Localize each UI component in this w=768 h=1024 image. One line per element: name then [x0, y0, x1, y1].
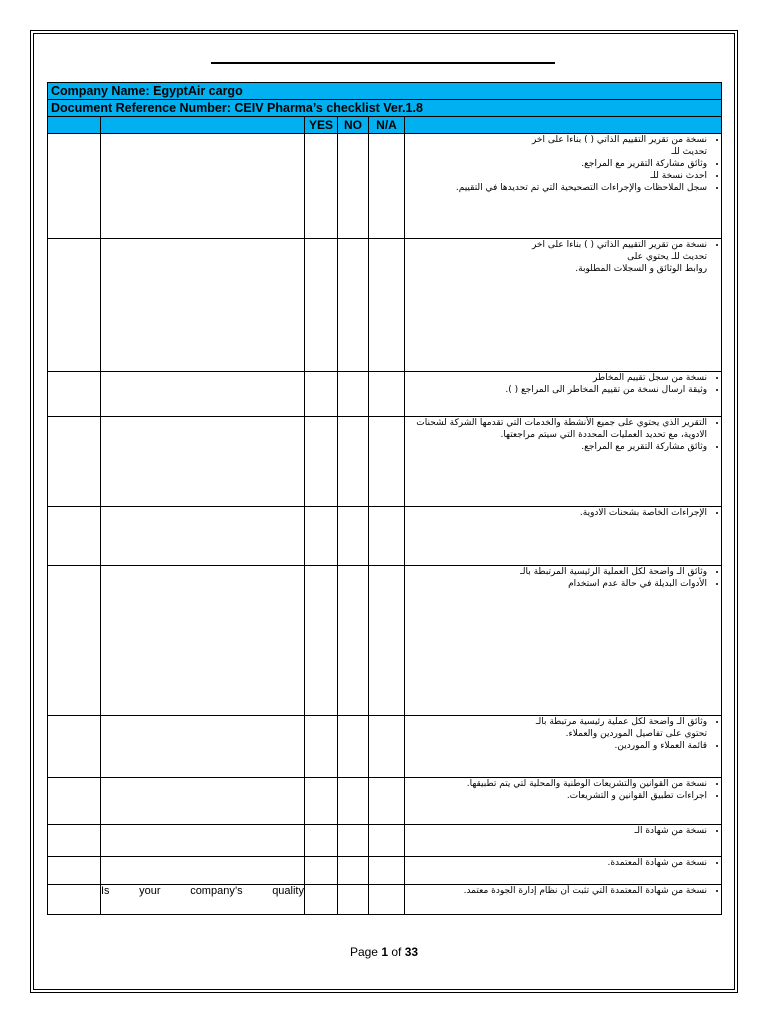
ref-cell	[48, 372, 101, 417]
evidence-continuation: تحديث للـ يحتوي على	[627, 252, 708, 262]
col-na-header: N/A	[369, 117, 405, 134]
evidence-cell	[405, 825, 722, 857]
no-cell	[338, 372, 369, 417]
question-cell: Is your company’s quality	[101, 885, 305, 915]
no-cell	[338, 716, 369, 778]
evidence-cell	[405, 507, 722, 566]
no-cell	[338, 507, 369, 566]
evidence-item: • اجراءات تطبيق القوانين و التشريعات.	[405, 790, 707, 802]
footer-page-total: 33	[404, 945, 419, 959]
evidence-item: • التقرير الذي يحتوي على جميع الأنشطة والخدمات التي تقدمها الشركة لشحنات الادوية، مع تحديد العمليات المحددة التي سيتم مراجعتها.	[405, 417, 707, 441]
question-cell	[101, 239, 305, 372]
ref-cell	[48, 566, 101, 716]
ref-cell	[48, 857, 101, 885]
evidence-item: • نسخة من شهادة المعتمدة التي تثبت أن نظام إدارة الجودة معتمد.	[405, 885, 707, 897]
question-cell	[101, 825, 305, 857]
no-cell	[338, 239, 369, 372]
question-cell	[101, 778, 305, 825]
evidence-continuation: روابط الوثائق و السجلات المطلوبة.	[575, 264, 708, 274]
evidence-cell	[405, 716, 722, 778]
evidence-list	[405, 507, 721, 519]
evidence-cell	[405, 372, 722, 417]
evidence-list	[405, 566, 721, 590]
col-yes-header: YES	[305, 117, 338, 134]
col-ref-header	[48, 117, 101, 134]
ref-cell	[48, 825, 101, 857]
footer-page-number: 1	[381, 945, 388, 959]
evidence-cell	[405, 239, 722, 372]
footer-page-label: Page	[349, 945, 378, 959]
checklist-row	[48, 134, 722, 239]
evidence-item: • احدث نسخة للـ	[405, 170, 707, 182]
na-cell	[369, 857, 405, 885]
footer-of-label: of	[391, 945, 402, 959]
na-cell	[369, 417, 405, 507]
question-cell	[101, 372, 305, 417]
ref-cell	[48, 885, 101, 915]
evidence-item: • نسخة من تقرير التقييم الذاتي ( ) بناءا على اخر تحديث للـ يحتوي على روابط الوثائق و السجلات المطلوبة.	[405, 239, 707, 275]
na-cell	[369, 566, 405, 716]
evidence-item: • نسخة من القوانين والتشريعات الوطنية والمحلية لتي يتم تطبيقها.	[405, 778, 707, 790]
evidence-list	[405, 885, 721, 897]
checklist-row	[48, 239, 722, 372]
title-rule	[211, 62, 555, 64]
evidence-list	[405, 716, 721, 752]
yes-cell	[305, 885, 338, 915]
question-cell	[101, 566, 305, 716]
evidence-item: • نسخة من سجل تقييم المخاطر	[405, 372, 707, 384]
checklist-row	[48, 566, 722, 716]
yes-cell	[305, 716, 338, 778]
evidence-item: • وثائق الـ واضحة لكل العملية الرئيسية المرتبطة بالـ	[405, 566, 707, 578]
company-name: Company Name: EgyptAir cargo	[48, 83, 722, 100]
no-cell	[338, 778, 369, 825]
na-cell	[369, 716, 405, 778]
evidence-cell	[405, 885, 722, 915]
yes-cell	[305, 134, 338, 239]
evidence-cell	[405, 857, 722, 885]
na-cell	[369, 372, 405, 417]
evidence-list	[405, 372, 721, 396]
evidence-item: • قائمة العملاء و الموردين.	[405, 740, 707, 752]
checklist-row	[48, 716, 722, 778]
yes-cell	[305, 507, 338, 566]
evidence-list	[405, 239, 721, 275]
ref-cell	[48, 778, 101, 825]
na-cell	[369, 134, 405, 239]
evidence-continuation: تحتوي على تفاصيل الموردين والعملاء.	[565, 729, 708, 739]
checklist-row	[48, 417, 722, 507]
evidence-list	[405, 778, 721, 802]
ref-cell	[48, 507, 101, 566]
no-cell	[338, 885, 369, 915]
question-cell	[101, 417, 305, 507]
evidence-item: • الإجراءات الخاصة بشحنات الادوية.	[405, 507, 707, 519]
ref-cell	[48, 716, 101, 778]
question-cell	[101, 857, 305, 885]
na-cell	[369, 507, 405, 566]
evidence-list	[405, 134, 721, 194]
col-evidence-header	[405, 117, 722, 134]
yes-cell	[305, 417, 338, 507]
yes-cell	[305, 825, 338, 857]
evidence-list	[405, 417, 721, 453]
na-cell	[369, 239, 405, 372]
page-footer	[0, 945, 768, 959]
yes-cell	[305, 566, 338, 716]
document-reference: Document Reference Number: CEIV Pharma’s checklist Ver.1.8	[48, 100, 722, 117]
col-no-header: NO	[338, 117, 369, 134]
evidence-item: • الأدوات البديلة في حالة عدم استخدام	[405, 578, 707, 590]
question-cell	[101, 507, 305, 566]
checklist-row	[48, 857, 722, 885]
col-question-header	[101, 117, 305, 134]
na-cell	[369, 825, 405, 857]
checklist-table	[47, 82, 722, 915]
evidence-item: • وثائق مشاركة التقرير مع المراجع.	[405, 158, 707, 170]
yes-cell	[305, 778, 338, 825]
no-cell	[338, 134, 369, 239]
evidence-cell	[405, 566, 722, 716]
question-cell	[101, 716, 305, 778]
evidence-continuation: تحديث للـ	[671, 147, 708, 157]
question-cell	[101, 134, 305, 239]
evidence-list	[405, 857, 721, 869]
ref-cell	[48, 417, 101, 507]
no-cell	[338, 825, 369, 857]
ref-cell	[48, 134, 101, 239]
no-cell	[338, 857, 369, 885]
evidence-cell	[405, 134, 722, 239]
checklist-row	[48, 778, 722, 825]
no-cell	[338, 566, 369, 716]
yes-cell	[305, 239, 338, 372]
yes-cell	[305, 372, 338, 417]
no-cell	[338, 417, 369, 507]
evidence-list	[405, 825, 721, 837]
checklist-row	[48, 825, 722, 857]
checklist-row	[48, 507, 722, 566]
evidence-item: • نسخة من تقرير التقييم الذاتي ( ) بناءا على اخر تحديث للـ	[405, 134, 707, 158]
evidence-item: • وثيقة ارسال نسخة من تقييم المخاطر الى المراجع ( ).	[405, 384, 707, 396]
yes-cell	[305, 857, 338, 885]
evidence-item: • نسخة من شهادة الـ	[405, 825, 707, 837]
na-cell	[369, 885, 405, 915]
evidence-item: • سجل الملاحظات والإجراءات التصحيحية التي تم تحديدها في التقييم.	[405, 182, 707, 194]
na-cell	[369, 778, 405, 825]
evidence-item: • وثائق الـ واضحة لكل عملية رئيسية مرتبطة بالـ تحتوي على تفاصيل الموردين والعملاء.	[405, 716, 707, 740]
evidence-item: • نسخة من شهادة المعتمدة.	[405, 857, 707, 869]
evidence-item: • وثائق مشاركة التقرير مع المراجع.	[405, 441, 707, 453]
evidence-cell	[405, 417, 722, 507]
ref-cell	[48, 239, 101, 372]
evidence-cell	[405, 778, 722, 825]
checklist-row	[48, 885, 722, 915]
checklist-row	[48, 372, 722, 417]
